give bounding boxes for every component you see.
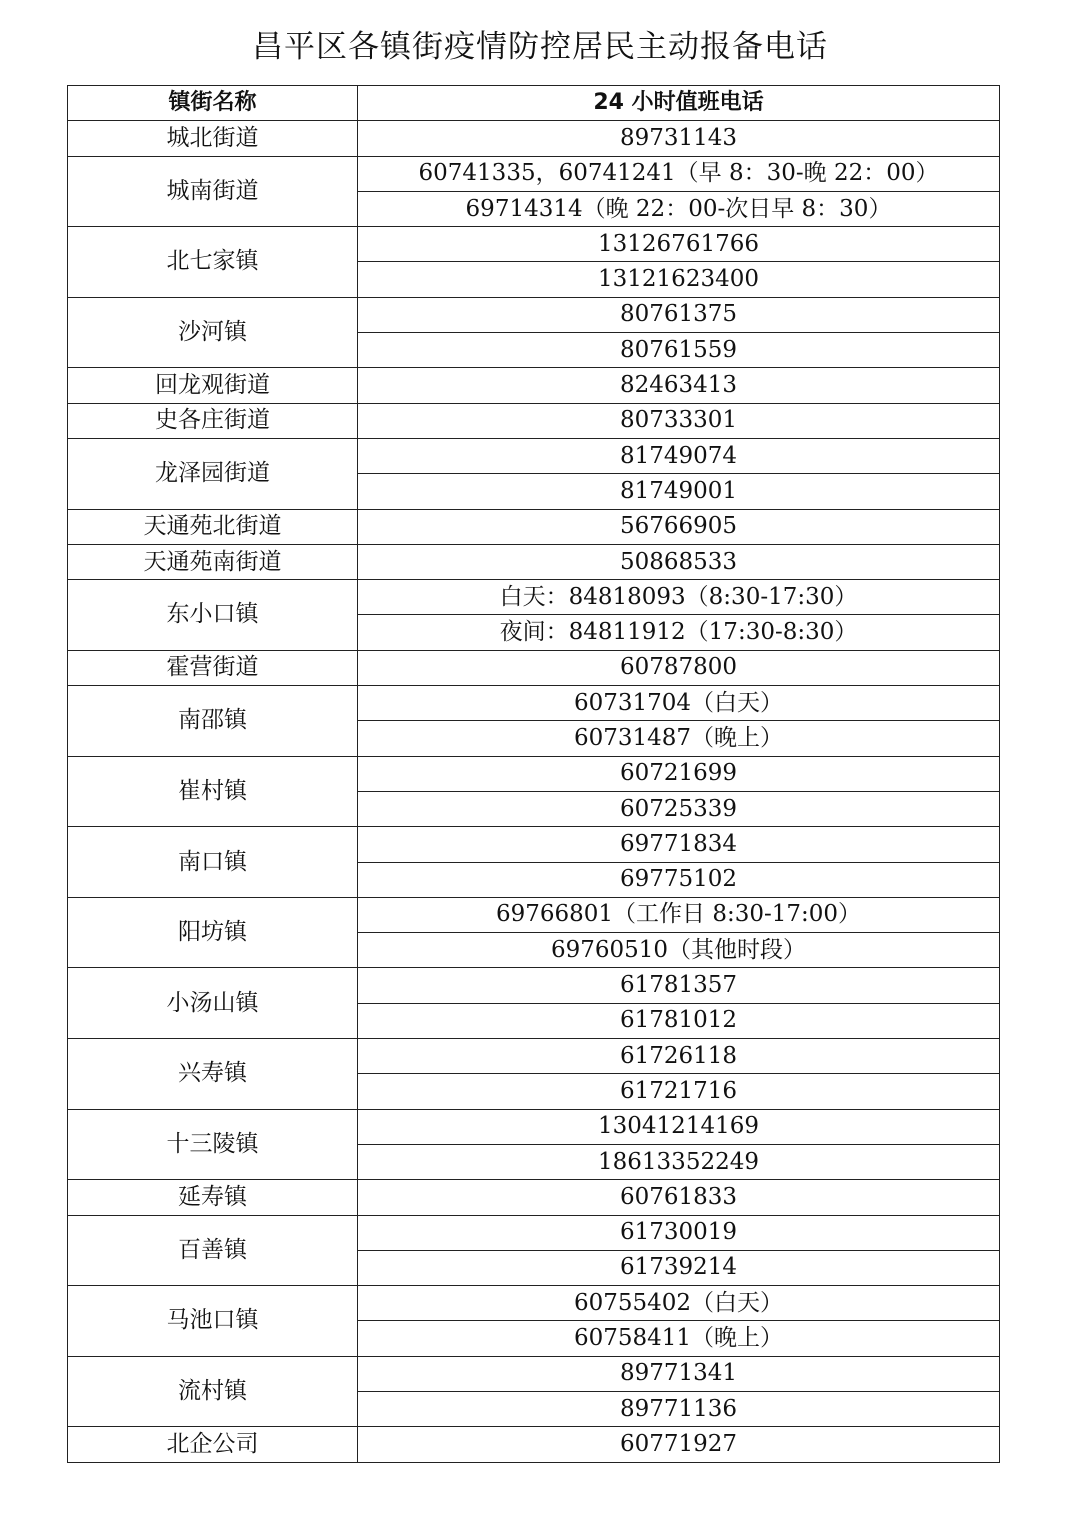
phone-cell: 60771927 [358, 1427, 1000, 1462]
phone-cell: 60721699 [358, 756, 1000, 791]
phone-cell: 18613352249 [358, 1144, 1000, 1179]
table-body [68, 121, 1000, 1462]
district-name-cell: 北企公司 [68, 1427, 358, 1462]
phone-cell: 89731143 [358, 121, 1000, 156]
phone-cell: 80761559 [358, 333, 1000, 368]
phone-cell: 50868533 [358, 544, 1000, 579]
table-row [68, 509, 1000, 544]
table-row [68, 1215, 1000, 1250]
phone-cell: 60787800 [358, 650, 1000, 685]
phone-cell: 60741335，60741241（早 8：30-晚 22：00） [358, 156, 1000, 191]
district-name-cell: 百善镇 [68, 1215, 358, 1286]
header-24h-phone: 24 小时值班电话 [358, 86, 1000, 121]
phone-cell: 60731487（晚上） [358, 721, 1000, 756]
phone-cell: 夜间：84811912（17:30-8:30） [358, 615, 1000, 650]
table-row [68, 827, 1000, 862]
district-name-cell: 兴寿镇 [68, 1039, 358, 1110]
phone-cell: 61726118 [358, 1039, 1000, 1074]
district-name-cell: 崔村镇 [68, 756, 358, 827]
table-row [68, 121, 1000, 156]
phone-cell: 89771136 [358, 1391, 1000, 1426]
district-name-cell: 十三陵镇 [68, 1109, 358, 1180]
phone-cell: 80733301 [358, 403, 1000, 438]
table-row [68, 297, 1000, 332]
district-name-cell: 天通苑北街道 [68, 509, 358, 544]
phone-cell: 82463413 [358, 368, 1000, 403]
table-row [68, 544, 1000, 579]
table-row [68, 1286, 1000, 1321]
table-row [68, 580, 1000, 615]
phone-cell: 69714314（晚 22：00-次日早 8：30） [358, 191, 1000, 226]
table-row [68, 686, 1000, 721]
phone-cell: 56766905 [358, 509, 1000, 544]
table-row [68, 897, 1000, 932]
phone-cell: 61730019 [358, 1215, 1000, 1250]
phone-cell: 61739214 [358, 1250, 1000, 1285]
table-row [68, 1039, 1000, 1074]
district-name-cell: 龙泽园街道 [68, 438, 358, 509]
table-row [68, 1180, 1000, 1215]
table-row [68, 1427, 1000, 1462]
phone-cell: 69766801（工作日 8:30-17:00） [358, 897, 1000, 932]
hotline-table [67, 85, 1000, 1463]
district-name-cell: 史各庄街道 [68, 403, 358, 438]
district-name-cell: 延寿镇 [68, 1180, 358, 1215]
phone-cell: 60725339 [358, 791, 1000, 826]
table-header-row [68, 86, 1000, 121]
table-row [68, 968, 1000, 1003]
table-row [68, 1356, 1000, 1391]
district-name-cell: 南邵镇 [68, 686, 358, 757]
district-name-cell: 东小口镇 [68, 580, 358, 651]
phone-cell: 61721716 [358, 1074, 1000, 1109]
district-name-cell: 阳坊镇 [68, 897, 358, 968]
district-name-cell: 回龙观街道 [68, 368, 358, 403]
district-name-cell: 城南街道 [68, 156, 358, 227]
phone-cell: 89771341 [358, 1356, 1000, 1391]
table-row [68, 650, 1000, 685]
district-name-cell: 流村镇 [68, 1356, 358, 1427]
table-row [68, 156, 1000, 191]
district-name-cell: 沙河镇 [68, 297, 358, 368]
phone-cell: 13126761766 [358, 227, 1000, 262]
phone-cell: 81749001 [358, 474, 1000, 509]
table-row [68, 756, 1000, 791]
district-name-cell: 天通苑南街道 [68, 544, 358, 579]
header-district-name: 镇街名称 [68, 86, 358, 121]
page-title: 昌平区各镇街疫情防控居民主动报备电话 [252, 29, 828, 65]
table-row [68, 368, 1000, 403]
phone-cell: 69775102 [358, 862, 1000, 897]
district-name-cell: 北七家镇 [68, 227, 358, 298]
phone-cell: 61781012 [358, 1003, 1000, 1038]
phone-cell: 60755402（白天） [358, 1286, 1000, 1321]
table-row [68, 1109, 1000, 1144]
phone-cell: 13121623400 [358, 262, 1000, 297]
district-name-cell: 霍营街道 [68, 650, 358, 685]
district-name-cell: 马池口镇 [68, 1286, 358, 1357]
district-name-cell: 城北街道 [68, 121, 358, 156]
phone-cell: 80761375 [358, 297, 1000, 332]
district-name-cell: 南口镇 [68, 827, 358, 898]
phone-cell: 白天：84818093（8:30-17:30） [358, 580, 1000, 615]
phone-cell: 60731704（白天） [358, 686, 1000, 721]
phone-cell: 69771834 [358, 827, 1000, 862]
phone-cell: 69760510（其他时段） [358, 933, 1000, 968]
table-row [68, 403, 1000, 438]
table-row [68, 438, 1000, 473]
phone-cell: 61781357 [358, 968, 1000, 1003]
table-row [68, 227, 1000, 262]
phone-cell: 60758411（晚上） [358, 1321, 1000, 1356]
phone-cell: 13041214169 [358, 1109, 1000, 1144]
phone-cell: 60761833 [358, 1180, 1000, 1215]
district-name-cell: 小汤山镇 [68, 968, 358, 1039]
phone-cell: 81749074 [358, 438, 1000, 473]
